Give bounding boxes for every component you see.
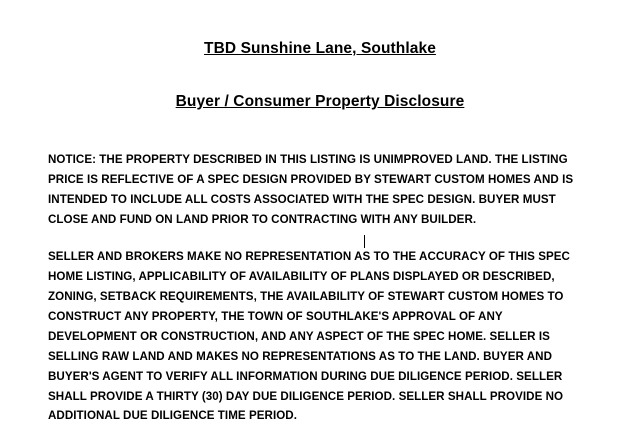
page-subtitle: Buyer / Consumer Property Disclosure <box>175 92 465 110</box>
document-header <box>48 0 592 111</box>
page-title: TBD Sunshine Lane, Southlake <box>204 40 436 57</box>
document-body <box>48 150 592 426</box>
disclaimer-paragraph: SELLER AND BROKERS MAKE NO REPRESENTATION AS TO THE ACCURACY OF THIS SPEC HOME LISTING, APPLICABILITY OF AVAILABILITY OF PLANS DISPLAYED OR DESCRIBED, ZONING, SETBACK REQUIREMENTS, THE AVAILABILITY OF STEWART CUSTOM HOMES TO CONSTRUCT ANY PROPERTY, THE TOWN OF SOUTHLAKE'S APPROVAL OF ANY DEVELOPMENT OR CONSTRUCTION, AND ANY ASPECT OF THE SPEC HOME. SELLER IS SELLING RAW LAND AND MAKES NO REPRESENTATIONS AS TO THE LAND. BUYER AND BUYER'S AGENT TO VERIFY ALL INFORMATION DURING DUE DILIGENCE PERIOD. SELLER SHALL PROVIDE A THIRTY (30) DAY DUE DILIGENCE PERIOD. SELLER SHALL PROVIDE NO ADDITIONAL DUE DILIGENCE TIME PERIOD. <box>48 249 570 423</box>
notice-paragraph: NOTICE: THE PROPERTY DESCRIBED IN THIS LISTING IS UNIMPROVED LAND. THE LISTING PRICE IS REFLECTIVE OF A SPEC DESIGN PROVIDED BY STEWART CUSTOM HOMES AND IS INTENDED TO INCLUDE ALL COSTS ASSOCIATED WITH THE SPEC DESIGN. BUYER MUST CLOSE AND FUND ON LAND PRIOR TO CONTRACTING WITH ANY BUILDER. <box>48 153 574 226</box>
text-cursor <box>364 235 365 248</box>
